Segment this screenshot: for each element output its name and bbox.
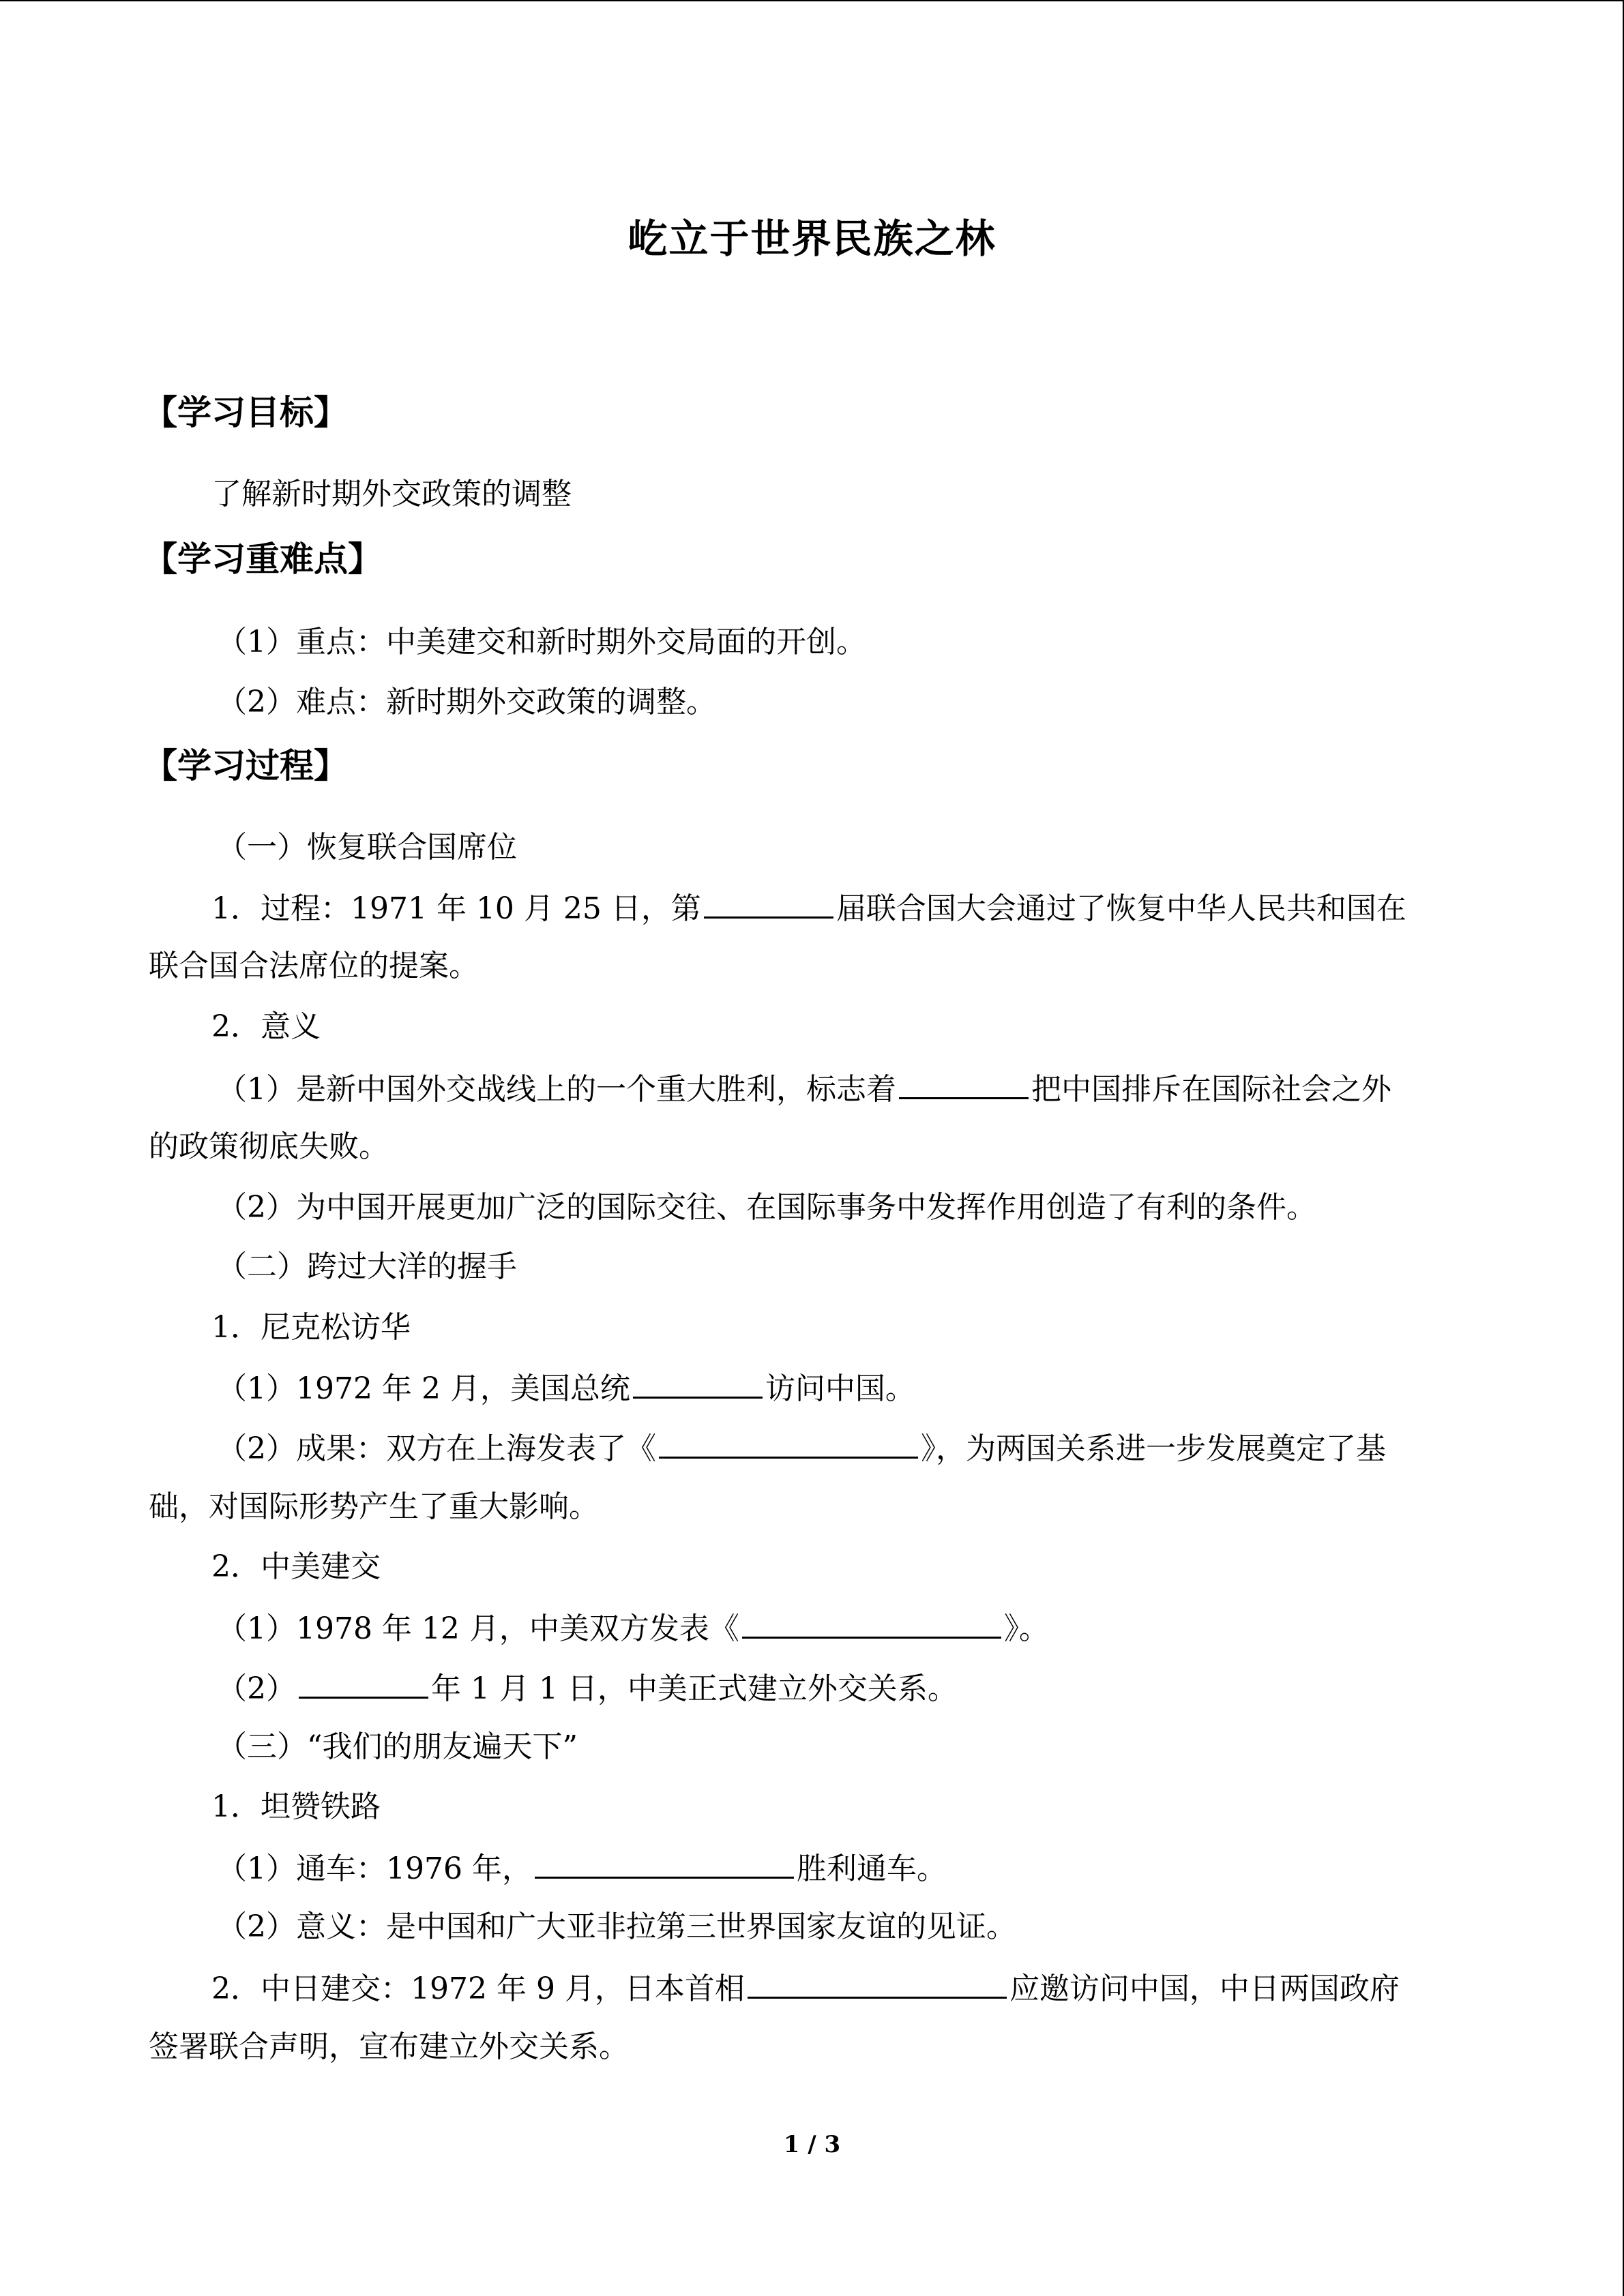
heading-process: 【学习过程】 (143, 746, 348, 786)
fill-blank-session[interactable] (704, 886, 833, 919)
fill-blank-year[interactable] (299, 1667, 428, 1699)
part2-title: （二）跨过大洋的握手 (217, 1249, 517, 1284)
part3-line-1: 1．坦赞铁路 (211, 1789, 381, 1824)
part2-line-3-text-b: 》，为两国关系进一步发展奠定了基 (921, 1431, 1386, 1466)
fill-blank-country[interactable] (899, 1067, 1029, 1099)
part2-line-3 (217, 1427, 1386, 1470)
goals-text: 了解新时期外交政策的调整 (211, 477, 572, 511)
fill-blank-communique-1[interactable] (659, 1427, 918, 1459)
page-number: 1 / 3 (783, 2131, 841, 2158)
part1-line-1-text-a: 1．过程：1971 年 10 月 25 日，第 (211, 891, 701, 926)
fill-blank-president[interactable] (633, 1367, 763, 1399)
part2-line-3-text-a: （2）成果：双方在上海发表了《 (217, 1431, 656, 1466)
part1-line-3-text-a: （1）是新中国外交战线上的一个重大胜利，标志着 (217, 1072, 896, 1107)
fill-blank-communique-2[interactable] (742, 1607, 1001, 1639)
part1-line-3-text-b: 把中国排斥在国际社会之外 (1031, 1072, 1391, 1107)
part1-line-1-text-b: 届联合国大会通过了恢复中华人民共和国在 (836, 891, 1406, 926)
part2-line-3-cont: 础，对国际形势产生了重大影响。 (149, 1489, 599, 1524)
part2-line-5-text-b: 》。 (1003, 1611, 1049, 1646)
part2-line-4: 2．中美建交 (211, 1549, 381, 1584)
heading-key-points: 【学习重难点】 (143, 539, 382, 579)
part2-line-6-text-a: （2） (217, 1671, 296, 1706)
part1-line-1 (211, 886, 1406, 929)
part2-line-2-text-b: 访问中国。 (765, 1371, 915, 1406)
part1-line-3 (217, 1067, 1391, 1110)
part3-title: （三）“我们的朋友遍天下” (217, 1729, 578, 1764)
part2-line-5-text-a: （1）1978 年 12 月，中美双方发表《 (217, 1611, 739, 1646)
fill-blank-railway[interactable] (535, 1847, 794, 1879)
part3-line-4-cont: 签署联合声明，宣布建立外交关系。 (149, 2029, 629, 2064)
part3-line-2 (217, 1847, 947, 1890)
part1-title: （一）恢复联合国席位 (217, 830, 517, 865)
part1-line-2: 2．意义 (211, 1009, 321, 1044)
part1-line-3-cont: 的政策彻底失败。 (149, 1129, 389, 1164)
part3-line-4 (211, 1967, 1400, 2010)
key-point-2: （2）难点：新时期外交政策的调整。 (217, 685, 716, 719)
key-point-1: （1）重点：中美建交和新时期外交局面的开创。 (217, 625, 866, 659)
part2-line-2 (217, 1367, 915, 1410)
part2-line-6-text-b: 年 1 月 1 日，中美正式建立外交关系。 (431, 1671, 958, 1706)
part3-line-4-text-a: 2．中日建交：1972 年 9 月，日本首相 (211, 1971, 745, 2006)
part1-line-1-cont: 联合国合法席位的提案。 (149, 949, 479, 983)
fill-blank-prime-minister[interactable] (748, 1967, 1007, 1999)
part2-line-2-text-a: （1）1972 年 2 月，美国总统 (217, 1371, 630, 1406)
part2-line-6 (217, 1667, 958, 1710)
document-title: 屹立于世界民族之林 (628, 215, 996, 262)
part3-line-3: （2）意义：是中国和广大亚非拉第三世界国家友谊的见证。 (217, 1909, 1016, 1944)
part3-line-4-text-b: 应邀访问中国，中日两国政府 (1009, 1971, 1400, 2006)
part2-line-1: 1．尼克松访华 (211, 1310, 411, 1345)
part3-line-2-text-a: （1）通车：1976 年， (217, 1851, 532, 1886)
part3-line-2-text-b: 胜利通车。 (796, 1851, 947, 1886)
part2-line-5 (217, 1607, 1049, 1650)
part1-line-4: （2）为中国开展更加广泛的国际交往、在国际事务中发挥作用创造了有利的条件。 (217, 1190, 1316, 1225)
heading-goals: 【学习目标】 (143, 393, 348, 432)
